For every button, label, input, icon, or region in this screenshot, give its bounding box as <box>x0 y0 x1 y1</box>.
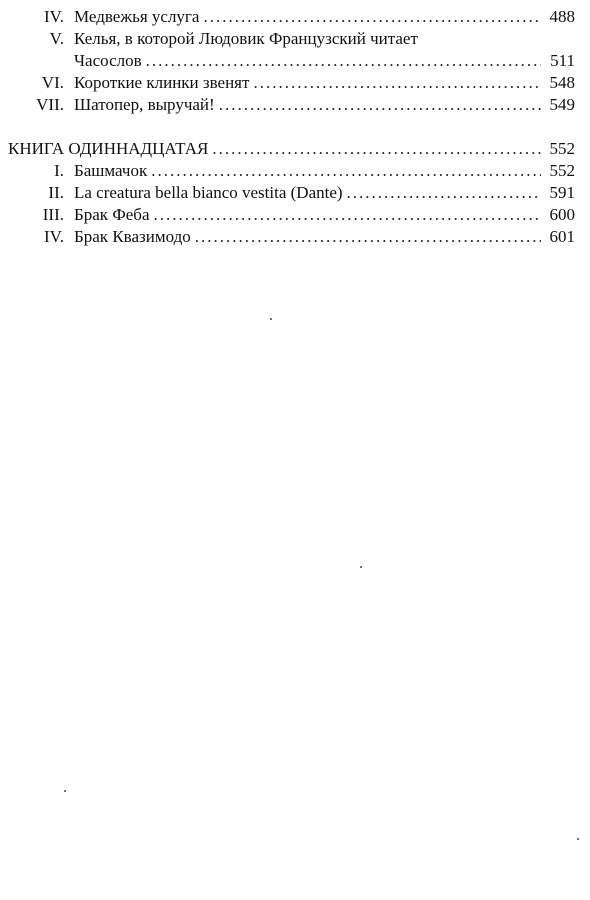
chapter-number: VI. <box>41 73 64 92</box>
chapter-title: Шатопер, выручай! <box>74 95 215 114</box>
page-number: 591 <box>549 183 575 202</box>
dot-leader <box>195 226 541 248</box>
chapter-number: V. <box>49 29 64 48</box>
toc-entry[interactable] <box>8 160 575 182</box>
book-title: КНИГА ОДИННАДЦАТАЯ <box>8 139 209 158</box>
paper-speck <box>577 838 579 840</box>
toc-entry[interactable] <box>8 28 575 50</box>
section-gap <box>8 116 575 138</box>
chapter-number: II. <box>48 183 64 202</box>
paper-speck <box>64 790 66 792</box>
paper-speck <box>360 566 362 568</box>
table-of-contents <box>8 6 575 248</box>
page-number: 552 <box>549 161 575 180</box>
chapter-title: Брак Квазимодо <box>74 227 191 246</box>
book-heading[interactable] <box>8 138 575 160</box>
chapter-title: Келья, в которой Людовик Французский читает <box>74 29 418 48</box>
page-number: 488 <box>549 7 575 26</box>
page-number: 601 <box>549 227 575 246</box>
chapter-title: La creatura bella bianco vestita (Dante) <box>74 183 343 202</box>
chapter-title: Короткие клинки звенят <box>74 73 250 92</box>
chapter-title-continuation: Часослов <box>74 51 142 70</box>
toc-entry[interactable] <box>8 182 575 204</box>
chapter-number: III. <box>42 205 64 224</box>
page-number: 600 <box>549 205 575 224</box>
toc-entry[interactable] <box>8 6 575 28</box>
toc-entry[interactable] <box>8 226 575 248</box>
paper-speck <box>270 318 272 320</box>
dot-leader <box>219 94 541 116</box>
dot-leader <box>203 6 541 28</box>
chapter-number: VII. <box>36 95 64 114</box>
page-number: 511 <box>550 51 575 70</box>
page-number: 549 <box>549 95 575 114</box>
page-number: 548 <box>549 73 575 92</box>
toc-entry[interactable] <box>8 72 575 94</box>
page-number: 552 <box>549 139 575 158</box>
chapter-number: I. <box>54 161 64 180</box>
dot-leader <box>347 182 541 204</box>
toc-entry[interactable] <box>8 94 575 116</box>
dot-leader <box>154 204 542 226</box>
dot-leader <box>146 50 541 72</box>
chapter-title: Башмачок <box>74 161 148 180</box>
dot-leader <box>212 138 541 160</box>
toc-entry[interactable] <box>8 204 575 226</box>
chapter-number: IV. <box>44 227 64 246</box>
dot-leader <box>253 72 541 94</box>
chapter-title: Медвежья услуга <box>74 7 200 26</box>
toc-entry-continuation[interactable] <box>8 50 575 72</box>
chapter-title: Брак Феба <box>74 205 150 224</box>
chapter-number: IV. <box>44 7 64 26</box>
dot-leader <box>151 160 541 182</box>
